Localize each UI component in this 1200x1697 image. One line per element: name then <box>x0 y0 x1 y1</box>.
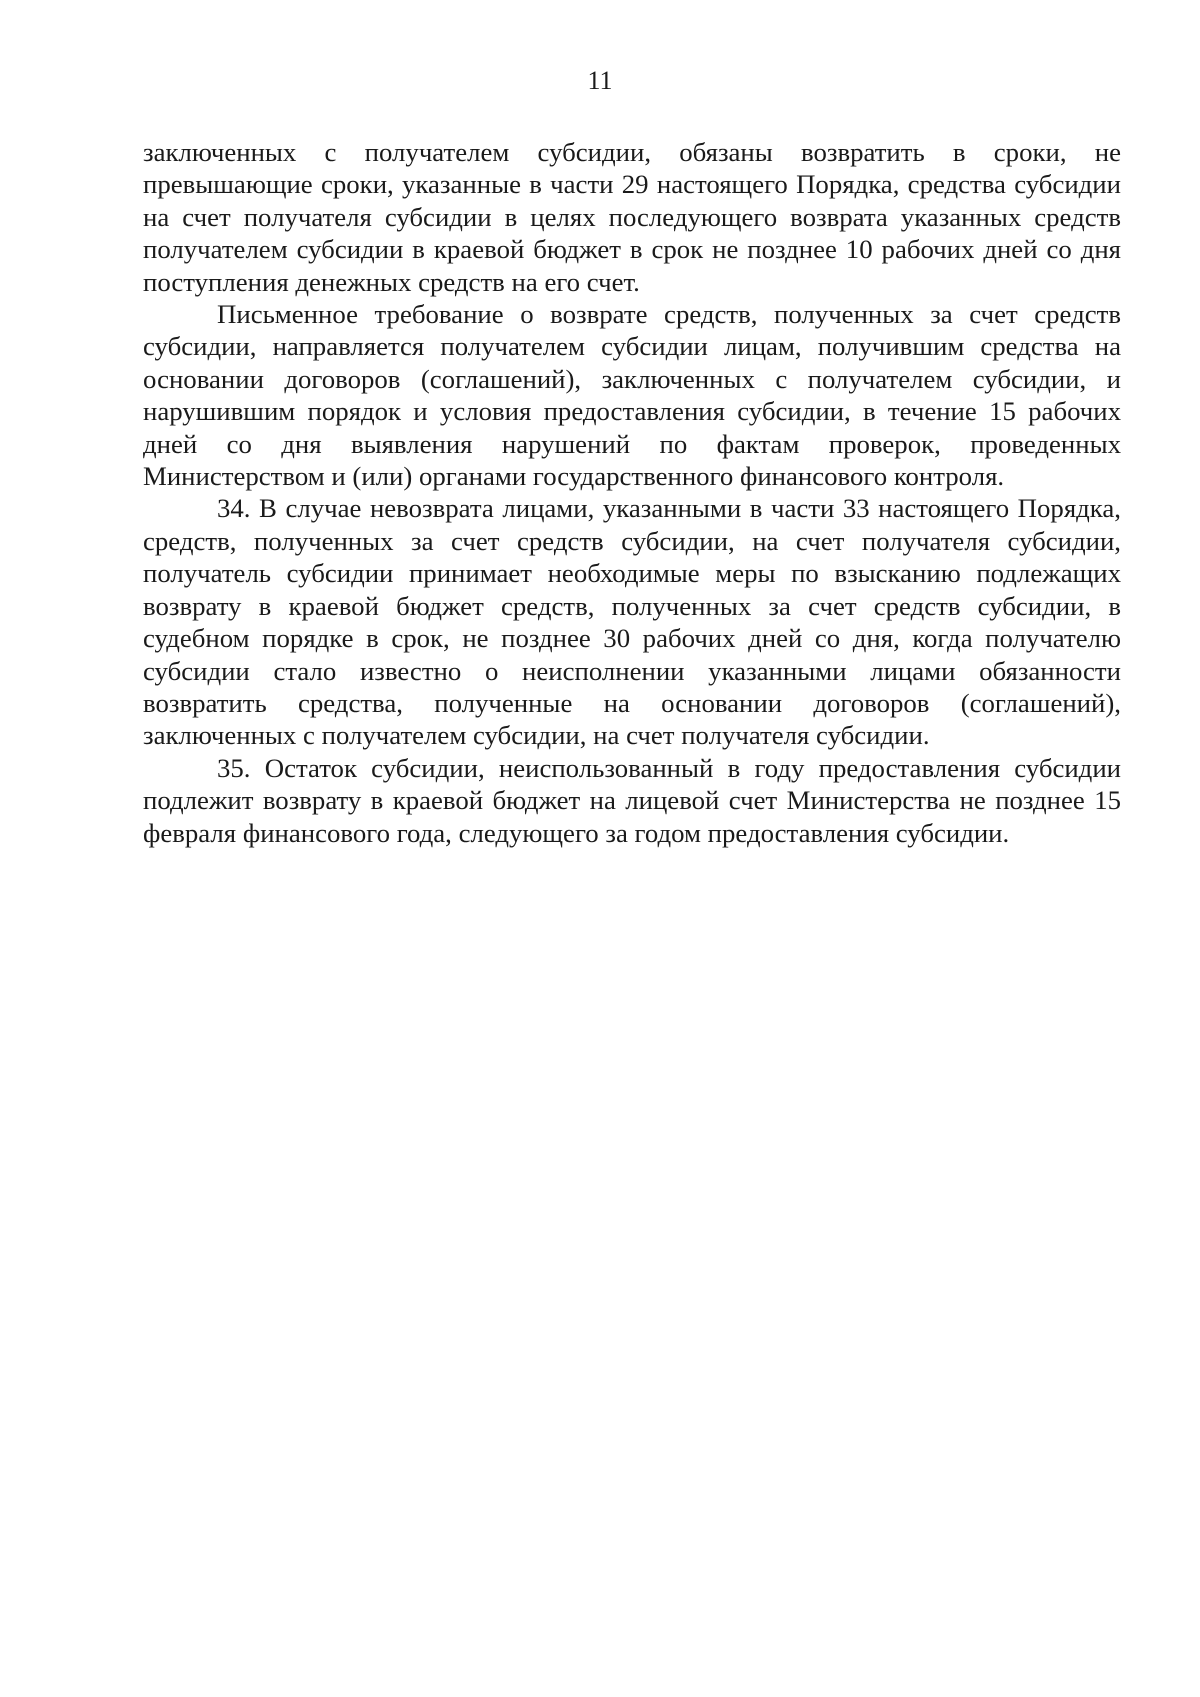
paragraph-35: 35. Остаток субсидии, неиспользованный в году предоставления субсидии подлежит возврату в краевой бюджет на лицевой счет Министерства не позднее 15 февраля финансового года, следующего за годом предоставления субсидии. <box>143 752 1121 848</box>
paragraph-written-demand: Письменное требование о возврате средств, полученных за счет средств субсидии, направляется получателем субсидии лицам, получившим средства на основании договоров (соглашений), заключенных с получателем субсидии, и нарушившим порядок и условия предоставления субсидии, в течение 15 рабочих дней со дня выявления нарушений по фактам проверок, проведенных Министерством и (или) органами государственного финансового контроля. <box>143 299 1121 492</box>
document-body <box>143 136 1121 849</box>
paragraph-continuation: заключенных с получателем субсидии, обязаны возвратить в сроки, не превышающие сроки, указанные в части 29 настоящего Порядка, средства субсидии на счет получателя субсидии в целях последующего возврата указанных средств получателем субсидии в краевой бюджет в срок не позднее 10 рабочих дней со дня поступления денежных средств на его счет. <box>143 137 1121 297</box>
page-number: 11 <box>587 66 613 95</box>
paragraph-34: 34. В случае невозврата лицами, указанными в части 33 настоящего Порядка, средств, полученных за счет средств субсидии, на счет получателя субсидии, получатель субсидии принимает необходимые меры по взысканию подлежащих возврату в краевой бюджет средств, полученных за счет средств субсидии, в судебном порядке в срок, не позднее 30 рабочих дней со дня, когда получателю субсидии стало известно о неисполнении указанными лицами обязанности возвратить средства, полученные на основании договоров (соглашений), заключенных с получателем субсидии, на счет получателя субсидии. <box>143 493 1121 751</box>
